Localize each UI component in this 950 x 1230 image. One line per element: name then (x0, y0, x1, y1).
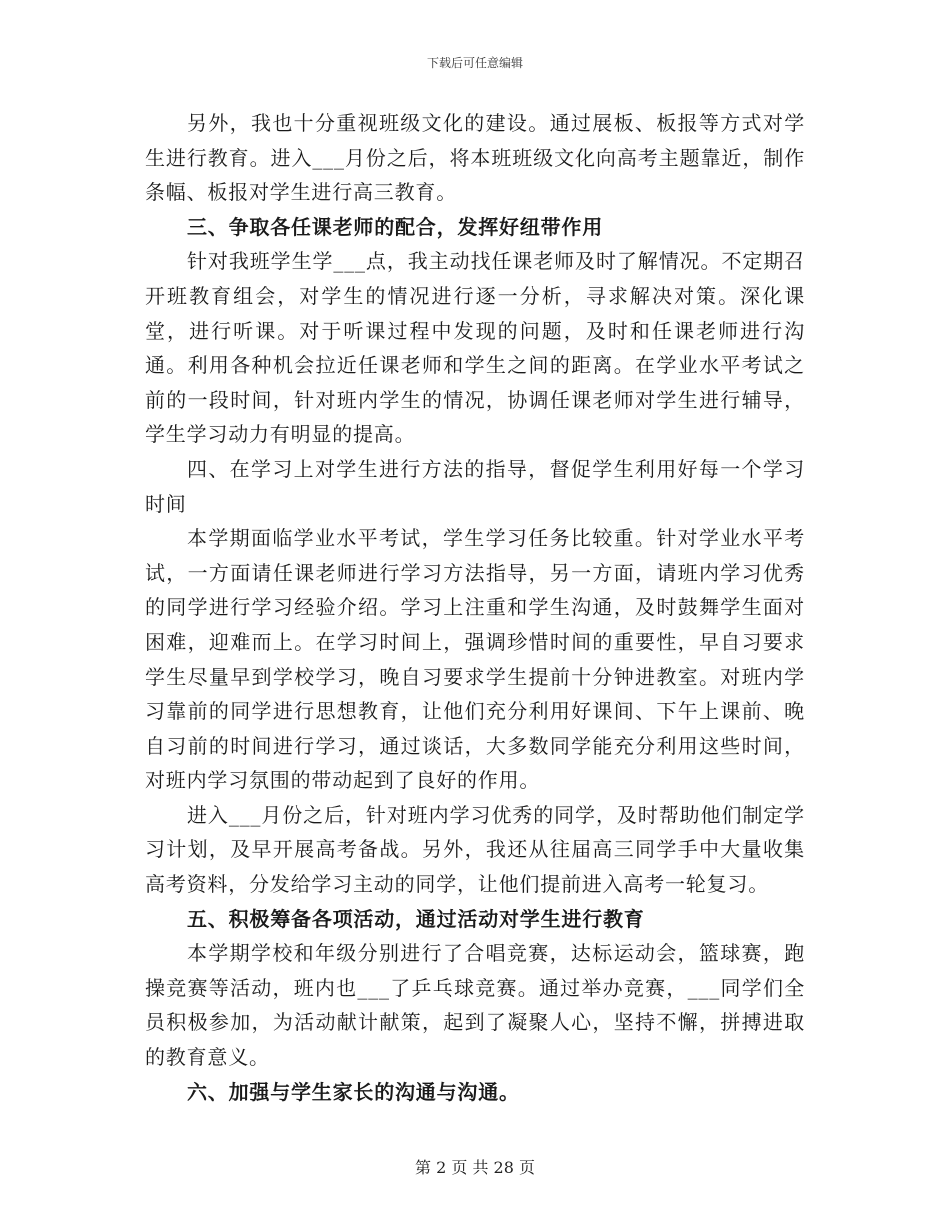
paragraph-activities: 本学期学校和年级分别进行了合唱竞赛，达标运动会，篮球赛，跑操竞赛等活动，班内也___了乒乓球竞赛。通过举办竞赛，___同学们全员积极参加，为活动献计献策，起到了凝聚人心，坚持不懈，拼搏进取的教育意义。 (145, 941, 805, 1070)
section-heading-4: 四、在学习上对学生进行方法的指导，督促学生利用好每一个学习时间 (145, 456, 805, 516)
section-heading-6: 六、加强与学生家长的沟通与沟通。 (187, 1079, 520, 1104)
section-heading-3: 三、争取各任课老师的配合，发挥好纽带作用 (187, 214, 603, 239)
paragraph-exam-preparation: 进入___月份之后，针对班内学习优秀的同学，及时帮助他们制定学习计划，及早开展高考备战。另外，我还从往届高三同学手中大量收集高考资料，分发给学习主动的同学，让他们提前进入高考一轮复习。 (145, 802, 805, 897)
page-header: 下载后可任意编辑 (426, 56, 523, 70)
paragraph-study-guidance: 本学期面临学业水平考试，学生学习任务比较重。针对学业水平考试，一方面请任课老师进行学习方法指导，另一方面，请班内学习优秀的同学进行学习经验介绍。学习上注重和学生沟通，及时鼓舞学生面对困难，迎难而上。在学习时间上，强调珍惜时间的重要性，早自习要求学生尽量早到学校学习，晚自习要求学生提前十分钟进教室。对班内学习靠前的同学进行思想教育，让他们充分利用好课间、下午上课前、晚自习前的时间进行学习，通过谈话，大多数同学能充分利用这些时间，对班内学习氛围的带动起到了良好的作用。 (145, 526, 805, 793)
page-number: 第 2 页 共 28 页 (415, 1158, 535, 1177)
paragraph-teacher-cooperation: 针对我班学生学___点，我主动找任课老师及时了解情况。不定期召开班教育组会，对学生的情况进行逐一分析，寻求解决对策。深化课堂，进行听课。对于听课过程中发现的问题，及时和任课老师进行沟通。利用各种机会拉近任课老师和学生之间的距离。在学业水平考试之前的一段时间，针对班内学生的情况，协调任课老师对学生进行辅导，学生学习动力有明显的提高。 (145, 249, 805, 447)
paragraph-class-culture: 另外，我也十分重视班级文化的建设。通过展板、板报等方式对学生进行教育。进入___月份之后，将本班班级文化向高考主题靠近，制作条幅、板报对学生进行高三教育。 (145, 111, 805, 205)
section-heading-5: 五、积极筹备各项活动，通过活动对学生进行教育 (187, 906, 645, 931)
document-body (145, 106, 805, 1109)
